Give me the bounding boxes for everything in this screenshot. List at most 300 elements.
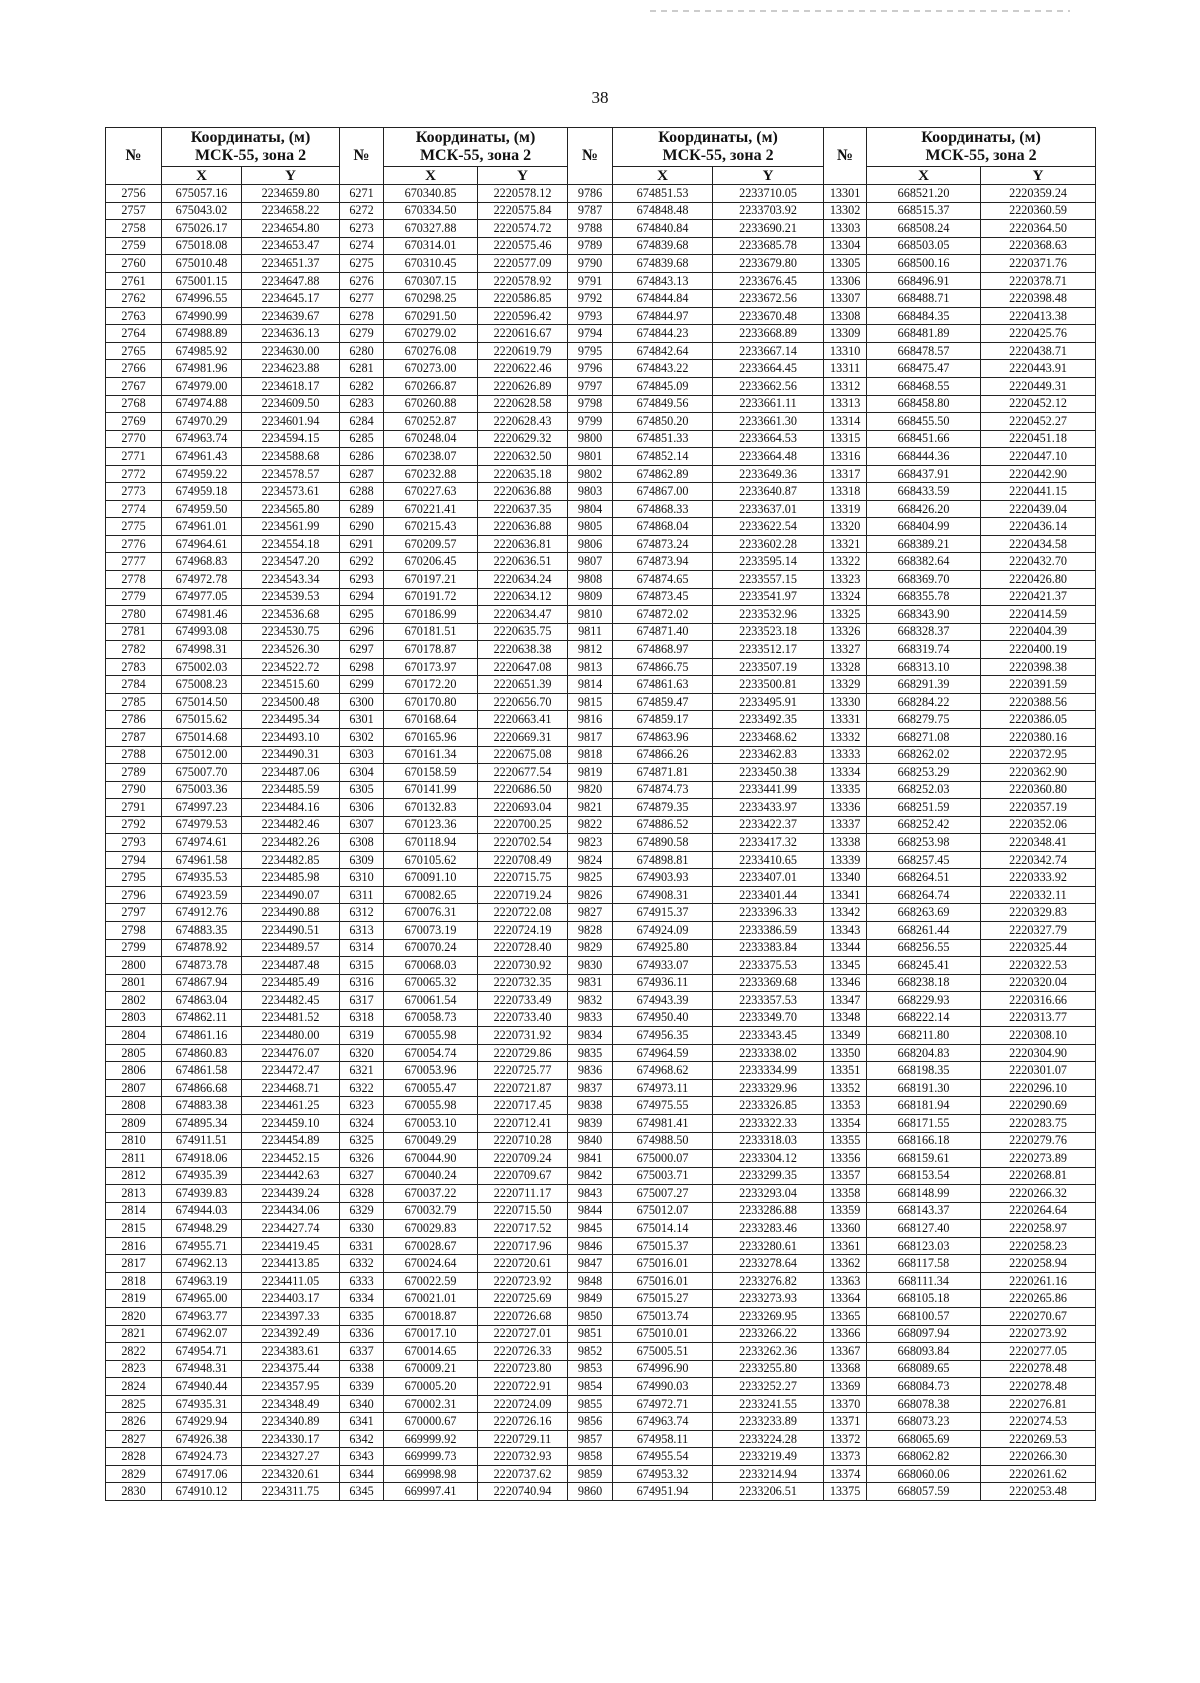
point-number: 13307 [824,290,867,308]
x-value: 675014.68 [162,728,242,746]
y-value: 2220626.89 [478,378,568,396]
y-value: 2220313.77 [981,1009,1096,1027]
x-value: 668062.82 [867,1448,981,1466]
y-value: 2233679.80 [713,255,824,273]
table-row [106,220,1096,238]
y-value: 2233710.05 [713,185,824,203]
y-value: 2233293.04 [713,1185,824,1203]
x-value: 674839.68 [613,255,713,273]
table-row [106,711,1096,729]
y-value: 2233318.03 [713,1132,824,1150]
y-value: 2233214.94 [713,1465,824,1483]
y-value: 2233417.32 [713,834,824,852]
x-value: 670158.59 [384,764,478,782]
x-value: 668153.54 [867,1167,981,1185]
y-value: 2220726.68 [478,1308,568,1326]
y-value: 2220434.58 [981,535,1096,553]
x-value: 674988.50 [613,1132,713,1150]
point-number: 2790 [106,781,162,799]
y-value: 2220398.38 [981,658,1096,676]
x-value: 670260.88 [384,395,478,413]
point-number: 6343 [340,1448,384,1466]
x-value: 668166.18 [867,1132,981,1150]
y-value: 2220371.76 [981,255,1096,273]
table-row [106,957,1096,975]
x-value: 670091.10 [384,869,478,887]
point-number: 13316 [824,448,867,466]
point-number: 9856 [568,1413,613,1431]
x-value: 670314.01 [384,237,478,255]
point-number: 6344 [340,1465,384,1483]
y-value: 2220724.09 [478,1395,568,1413]
table-row [106,1272,1096,1290]
x-value: 675043.02 [162,202,242,220]
y-value: 2234594.15 [242,430,340,448]
point-number: 13332 [824,728,867,746]
y-value: 2234397.33 [242,1308,340,1326]
y-value: 2220737.62 [478,1465,568,1483]
point-number: 9804 [568,500,613,518]
x-value: 674959.18 [162,483,242,501]
table-row [106,237,1096,255]
y-value: 2220425.76 [981,325,1096,343]
point-number: 6326 [340,1150,384,1168]
point-number: 2757 [106,202,162,220]
y-value: 2233349.70 [713,1009,824,1027]
y-value: 2220322.53 [981,957,1096,975]
point-number: 13359 [824,1202,867,1220]
y-value: 2233343.45 [713,1027,824,1045]
x-value: 670055.98 [384,1027,478,1045]
x-value: 674955.71 [162,1237,242,1255]
x-value: 668343.90 [867,606,981,624]
x-value: 668264.51 [867,869,981,887]
table-row [106,781,1096,799]
point-number: 6316 [340,974,384,992]
point-number: 13368 [824,1360,867,1378]
y-value: 2233375.53 [713,957,824,975]
x-value: 675026.17 [162,220,242,238]
coords-system: МСК-55, зона 2 [419,147,532,164]
table-row [106,641,1096,659]
point-number: 9837 [568,1079,613,1097]
y-value: 2220388.56 [981,693,1096,711]
y-value: 2233322.33 [713,1114,824,1132]
x-value: 670053.10 [384,1114,478,1132]
x-value: 668093.84 [867,1343,981,1361]
y-value: 2234490.31 [242,746,340,764]
table-row [106,1079,1096,1097]
point-number: 6271 [340,185,384,203]
y-value: 2220722.08 [478,904,568,922]
x-value: 674951.94 [613,1483,713,1501]
x-value: 668468.55 [867,378,981,396]
y-value: 2234340.89 [242,1413,340,1431]
x-value: 674974.61 [162,834,242,852]
x-value: 674953.32 [613,1465,713,1483]
point-number: 2789 [106,764,162,782]
point-number: 2820 [106,1308,162,1326]
x-value: 668191.30 [867,1079,981,1097]
x-value: 674972.71 [613,1395,713,1413]
x-value: 670141.99 [384,781,478,799]
x-value: 674974.88 [162,395,242,413]
x-value: 670044.90 [384,1150,478,1168]
y-value: 2233266.22 [713,1325,824,1343]
x-value: 674975.55 [613,1097,713,1115]
y-value: 2220733.40 [478,1009,568,1027]
y-value: 2234530.75 [242,623,340,641]
x-value: 670021.01 [384,1290,478,1308]
x-value: 675012.00 [162,746,242,764]
point-number: 2764 [106,325,162,343]
y-value: 2233386.59 [713,921,824,939]
point-number: 2800 [106,957,162,975]
x-value: 668484.35 [867,307,981,325]
x-value: 668238.18 [867,974,981,992]
y-value: 2233661.30 [713,413,824,431]
x-value: 670123.36 [384,816,478,834]
point-number: 13366 [824,1325,867,1343]
point-number: 13371 [824,1413,867,1431]
x-value: 674910.12 [162,1483,242,1501]
y-value: 2220635.18 [478,465,568,483]
y-value: 2220719.24 [478,886,568,904]
point-number: 6325 [340,1132,384,1150]
coords-system: МСК-55, зона 2 [662,147,774,164]
x-value: 674867.00 [613,483,713,501]
x-value: 675005.51 [613,1343,713,1361]
x-value: 670206.45 [384,553,478,571]
x-value: 675013.74 [613,1308,713,1326]
table-row [106,1185,1096,1203]
y-value: 2220301.07 [981,1062,1096,1080]
y-value: 2233450.38 [713,764,824,782]
x-value: 674843.13 [613,272,713,290]
x-value: 670065.32 [384,974,478,992]
table-row [106,325,1096,343]
x-value: 670310.45 [384,255,478,273]
point-number: 2781 [106,623,162,641]
y-value: 2220729.86 [478,1044,568,1062]
x-value: 668515.37 [867,202,981,220]
y-value: 2234411.05 [242,1272,340,1290]
point-number: 2758 [106,220,162,238]
point-number: 2761 [106,272,162,290]
x-value: 668181.94 [867,1097,981,1115]
y-value: 2234654.80 [242,220,340,238]
x-value: 668111.34 [867,1272,981,1290]
y-value: 2220575.84 [478,202,568,220]
x-value: 668211.80 [867,1027,981,1045]
x-value: 670055.47 [384,1079,478,1097]
y-value: 2220596.42 [478,307,568,325]
y-value: 2220278.48 [981,1378,1096,1396]
x-value: 670132.83 [384,799,478,817]
point-number: 9835 [568,1044,613,1062]
point-number: 6324 [340,1114,384,1132]
y-value: 2220636.51 [478,553,568,571]
x-value: 674965.00 [162,1290,242,1308]
x-value: 674963.77 [162,1308,242,1326]
y-value: 2234645.17 [242,290,340,308]
point-number: 9797 [568,378,613,396]
point-number: 13373 [824,1448,867,1466]
point-number: 6317 [340,992,384,1010]
point-number: 13317 [824,465,867,483]
x-value: 668355.78 [867,588,981,606]
x-value: 670215.43 [384,518,478,536]
x-value: 674944.03 [162,1202,242,1220]
x-value: 669999.92 [384,1430,478,1448]
x-value: 674862.11 [162,1009,242,1027]
x-value: 674852.14 [613,448,713,466]
x-value: 674874.65 [613,571,713,589]
table-row [106,623,1096,641]
table-row [106,1220,1096,1238]
point-number: 6321 [340,1062,384,1080]
x-value: 674981.41 [613,1114,713,1132]
y-value: 2234468.71 [242,1079,340,1097]
point-number: 6293 [340,571,384,589]
x-value: 675010.48 [162,255,242,273]
table-row [106,413,1096,431]
point-number: 9808 [568,571,613,589]
point-number: 2762 [106,290,162,308]
x-value: 674943.39 [613,992,713,1010]
point-number: 9828 [568,921,613,939]
x-value: 668437.91 [867,465,981,483]
table-row [106,255,1096,273]
y-value: 2234623.88 [242,360,340,378]
point-number: 6273 [340,220,384,238]
point-number: 13310 [824,342,867,360]
y-value: 2233685.78 [713,237,824,255]
x-value: 668389.21 [867,535,981,553]
y-value: 2234487.48 [242,957,340,975]
y-value: 2220686.50 [478,781,568,799]
point-number: 2821 [106,1325,162,1343]
point-number: 9799 [568,413,613,431]
y-value: 2234636.13 [242,325,340,343]
point-number: 13304 [824,237,867,255]
table-row [106,307,1096,325]
x-value: 674873.94 [613,553,713,571]
x-value: 674842.64 [613,342,713,360]
x-value: 674871.40 [613,623,713,641]
x-value: 668262.02 [867,746,981,764]
table-row [106,588,1096,606]
point-number: 9853 [568,1360,613,1378]
x-value: 674935.31 [162,1395,242,1413]
table-row [106,1395,1096,1413]
table-row [106,272,1096,290]
y-value: 2233672.56 [713,290,824,308]
x-value: 674979.00 [162,378,242,396]
point-number: 2767 [106,378,162,396]
x-value: 674843.22 [613,360,713,378]
x-value: 668222.14 [867,1009,981,1027]
point-number: 2771 [106,448,162,466]
x-value: 674961.43 [162,448,242,466]
point-number: 13346 [824,974,867,992]
point-number: 6291 [340,535,384,553]
point-number: 13351 [824,1062,867,1080]
y-value: 2220380.16 [981,728,1096,746]
y-header: Y [242,167,340,185]
x-value: 674908.31 [613,886,713,904]
point-number: 9794 [568,325,613,343]
y-value: 2220629.32 [478,430,568,448]
point-number: 13343 [824,921,867,939]
y-value: 2233703.92 [713,202,824,220]
y-value: 2234484.16 [242,799,340,817]
y-value: 2220304.90 [981,1044,1096,1062]
point-number: 13340 [824,869,867,887]
x-value: 668123.03 [867,1237,981,1255]
y-value: 2234439.24 [242,1185,340,1203]
point-number: 13309 [824,325,867,343]
point-number: 2808 [106,1097,162,1115]
point-number: 9839 [568,1114,613,1132]
y-value: 2220342.74 [981,851,1096,869]
x-value: 670173.97 [384,658,478,676]
y-value: 2220711.17 [478,1185,568,1203]
point-number: 9851 [568,1325,613,1343]
num-header: № [340,128,384,185]
x-value: 670291.50 [384,307,478,325]
y-value: 2220723.80 [478,1360,568,1378]
point-number: 9819 [568,764,613,782]
y-value: 2220413.38 [981,307,1096,325]
x-value: 670073.19 [384,921,478,939]
y-value: 2233512.17 [713,641,824,659]
x-value: 670105.62 [384,851,478,869]
y-value: 2233241.55 [713,1395,824,1413]
x-value: 674929.94 [162,1413,242,1431]
x-value: 674878.92 [162,939,242,957]
table-row [106,1290,1096,1308]
point-number: 9790 [568,255,613,273]
point-number: 9815 [568,693,613,711]
y-value: 2220327.79 [981,921,1096,939]
y-value: 2220709.67 [478,1167,568,1185]
point-number: 6345 [340,1483,384,1501]
x-value: 674874.73 [613,781,713,799]
y-value: 2233283.46 [713,1220,824,1238]
y-value: 2220378.71 [981,272,1096,290]
y-value: 2233602.28 [713,535,824,553]
point-number: 9800 [568,430,613,448]
y-value: 2220274.53 [981,1413,1096,1431]
x-value: 670024.64 [384,1255,478,1273]
table-row [106,395,1096,413]
x-value: 674866.26 [613,746,713,764]
x-value: 670058.73 [384,1009,478,1027]
y-value: 2234311.75 [242,1483,340,1501]
y-value: 2233468.62 [713,728,824,746]
point-number: 2792 [106,816,162,834]
point-number: 6340 [340,1395,384,1413]
y-value: 2220261.16 [981,1272,1096,1290]
y-value: 2220663.41 [478,711,568,729]
point-number: 9820 [568,781,613,799]
y-value: 2220619.79 [478,342,568,360]
point-number: 2810 [106,1132,162,1150]
y-value: 2220709.24 [478,1150,568,1168]
x-value: 668198.35 [867,1062,981,1080]
point-number: 9842 [568,1167,613,1185]
point-number: 13339 [824,851,867,869]
y-value: 2220651.39 [478,676,568,694]
x-value: 669998.98 [384,1465,478,1483]
x-value: 668313.10 [867,658,981,676]
x-value: 670276.08 [384,342,478,360]
scan-artifact [650,10,1070,12]
point-number: 9803 [568,483,613,501]
y-value: 2220266.30 [981,1448,1096,1466]
x-value: 669999.73 [384,1448,478,1466]
x-value: 675012.07 [613,1202,713,1220]
y-value: 2220348.41 [981,834,1096,852]
point-number: 2772 [106,465,162,483]
point-number: 6275 [340,255,384,273]
point-number: 2809 [106,1114,162,1132]
point-number: 9844 [568,1202,613,1220]
x-value: 675016.01 [613,1272,713,1290]
point-number: 6318 [340,1009,384,1027]
point-number: 2801 [106,974,162,992]
x-value: 670000.67 [384,1413,478,1431]
point-number: 6284 [340,413,384,431]
x-value: 675007.27 [613,1185,713,1203]
table-row [106,430,1096,448]
y-value: 2233299.35 [713,1167,824,1185]
point-number: 9834 [568,1027,613,1045]
x-value: 674935.39 [162,1167,242,1185]
point-number: 2803 [106,1009,162,1027]
x-value: 668455.50 [867,413,981,431]
x-value: 674933.07 [613,957,713,975]
point-number: 2819 [106,1290,162,1308]
point-number: 2829 [106,1465,162,1483]
x-value: 674979.53 [162,816,242,834]
y-value: 2220449.31 [981,378,1096,396]
y-value: 2233507.19 [713,658,824,676]
point-number: 9852 [568,1343,613,1361]
x-value: 674939.83 [162,1185,242,1203]
y-value: 2234489.57 [242,939,340,957]
point-number: 13370 [824,1395,867,1413]
y-value: 2220717.52 [478,1220,568,1238]
y-value: 2233334.99 [713,1062,824,1080]
table-row [106,606,1096,624]
x-value: 674964.59 [613,1044,713,1062]
x-value: 668084.73 [867,1378,981,1396]
x-value: 670181.51 [384,623,478,641]
x-value: 670307.15 [384,272,478,290]
point-number: 9810 [568,606,613,624]
x-value: 668057.59 [867,1483,981,1501]
y-value: 2233441.99 [713,781,824,799]
x-value: 668078.38 [867,1395,981,1413]
point-number: 2782 [106,641,162,659]
point-number: 2807 [106,1079,162,1097]
x-value: 674863.04 [162,992,242,1010]
table-row [106,816,1096,834]
x-value: 670070.24 [384,939,478,957]
point-number: 13333 [824,746,867,764]
